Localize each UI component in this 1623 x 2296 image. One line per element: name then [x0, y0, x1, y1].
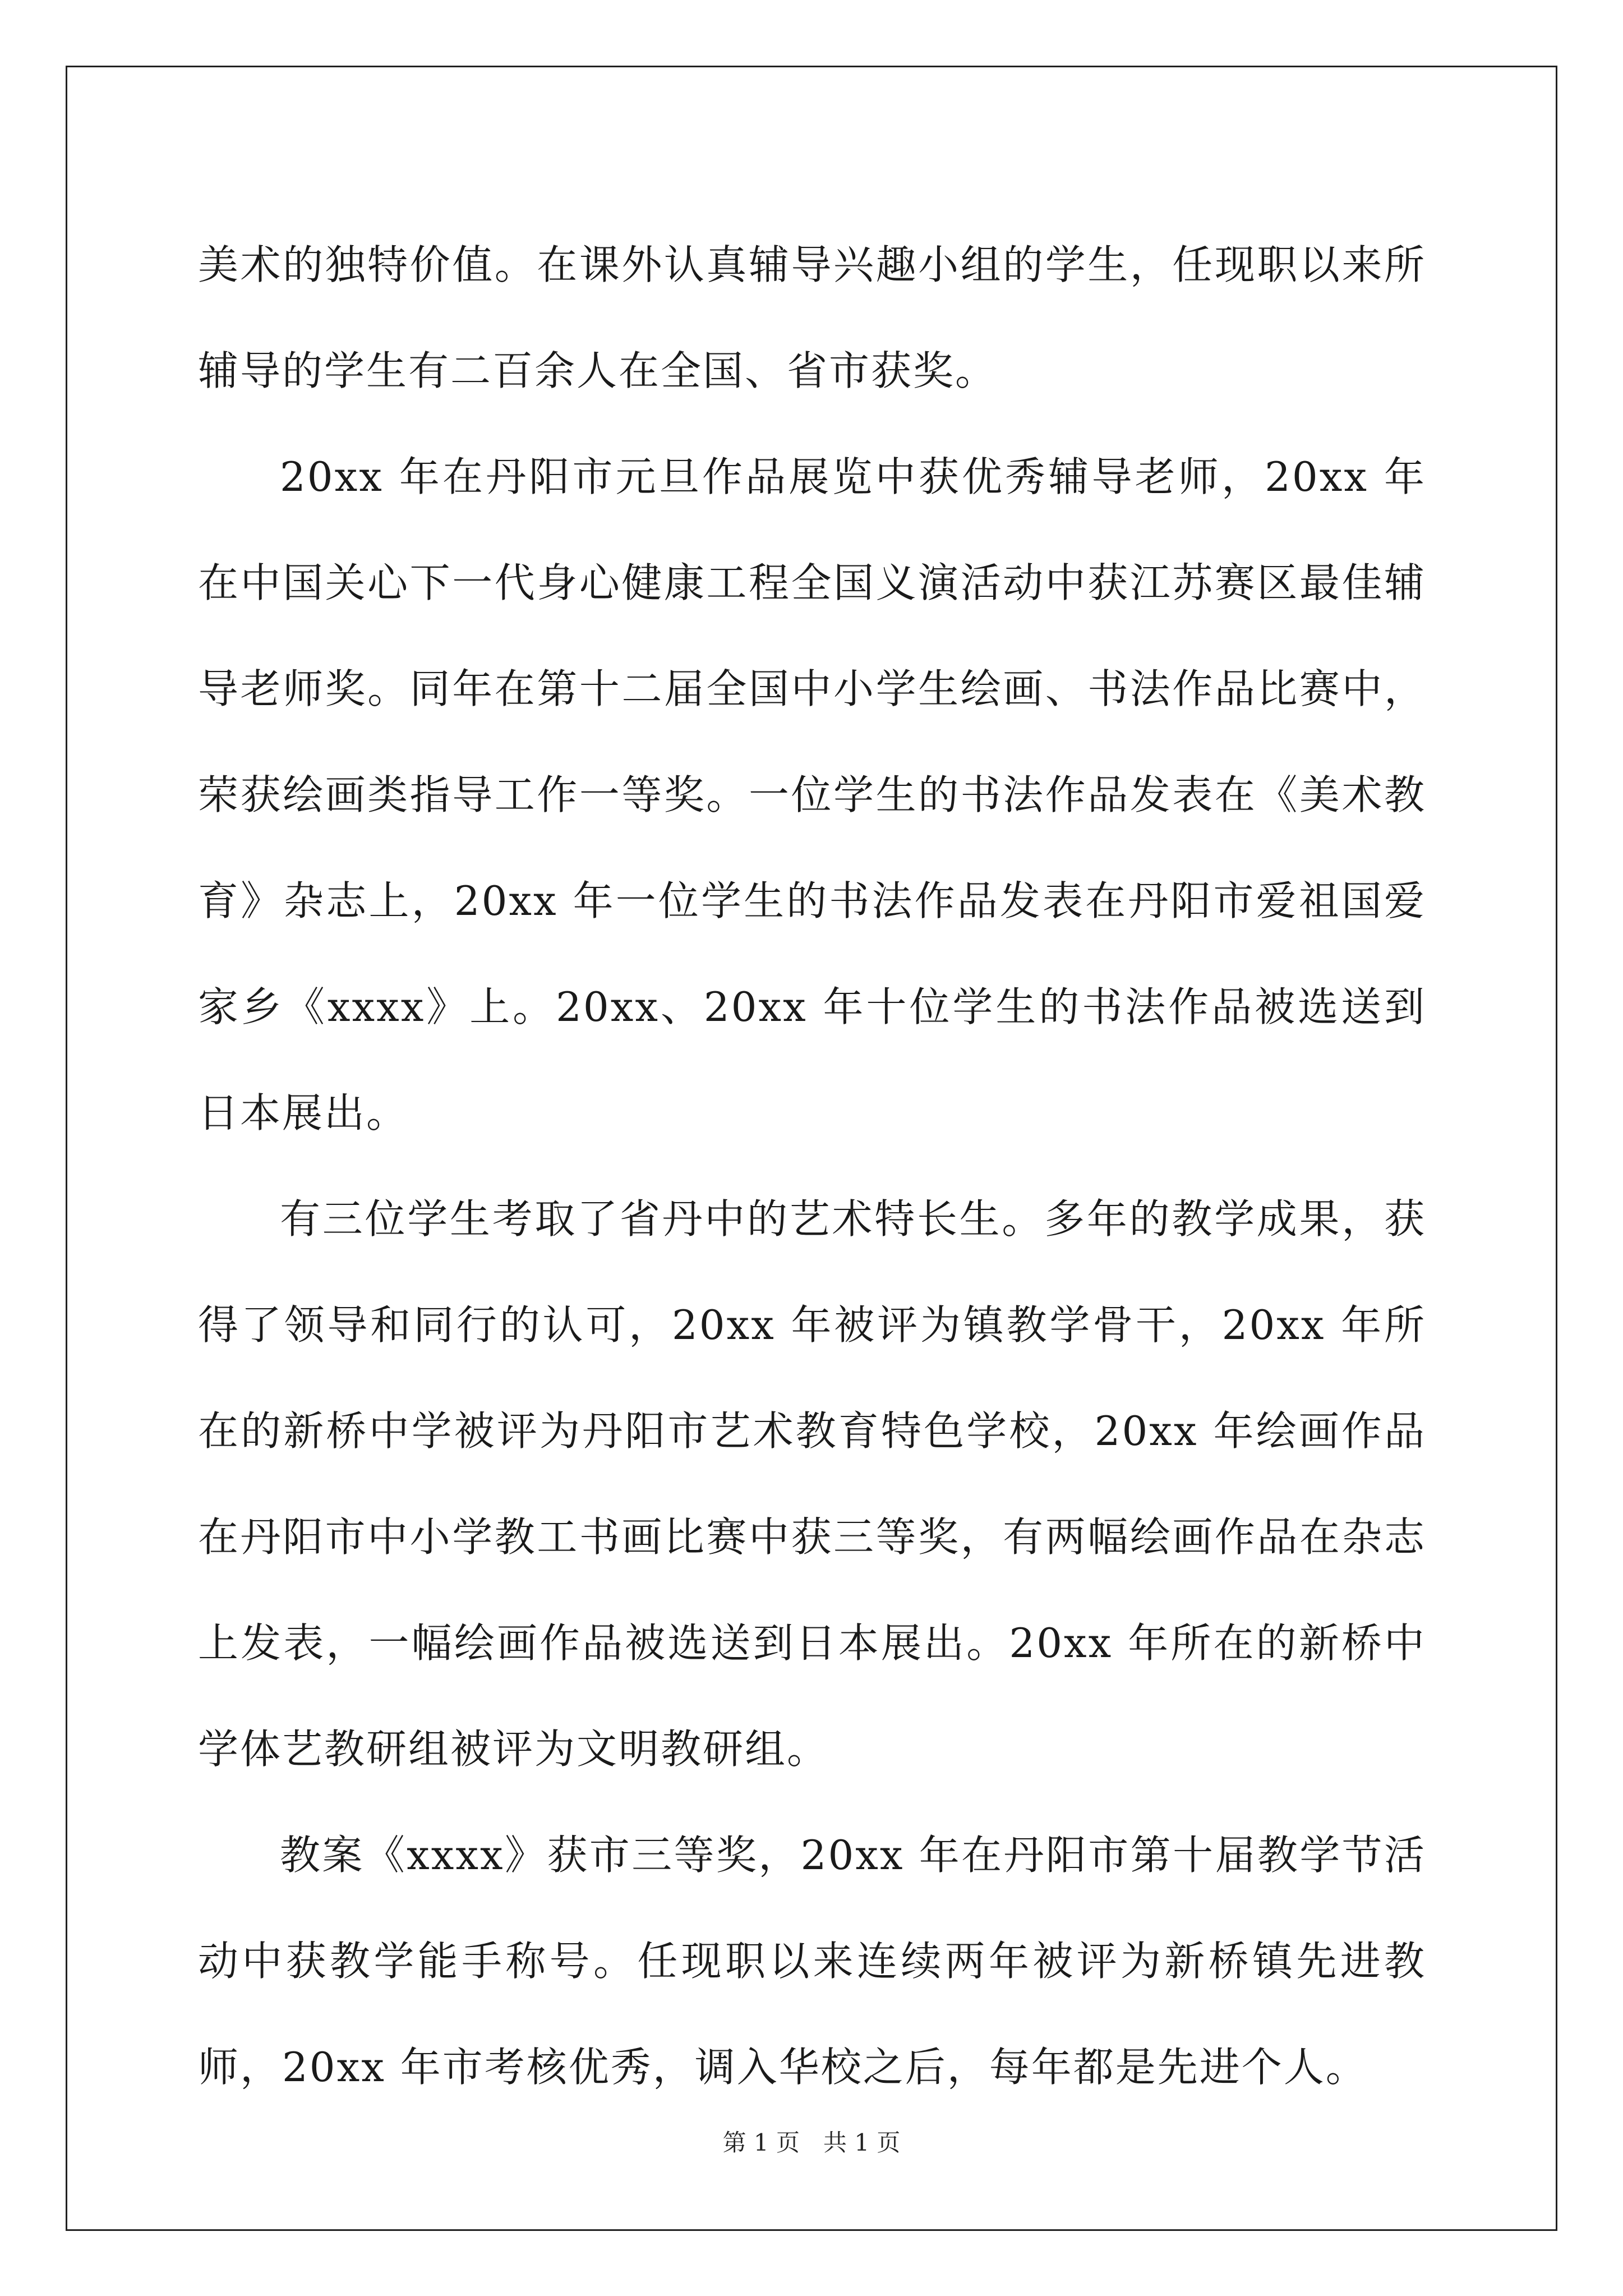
paragraph-1: 美术的独特价值。在课外认真辅导兴趣小组的学生，任现职以来所辅导的学生有二百余人在全国、省市获奖。 — [198, 241, 1426, 394]
paragraph-3: 有三位学生考取了省丹中的艺术特长生。多年的教学成果，获得了领导和同行的认可，20xx 年被评为镇教学骨干，20xx 年所在的新桥中学被评为丹阳市艺术教育特色学校，20xx 年绘画作品在丹阳市中小学教工书画比赛中获三等奖，有两幅绘画作品在杂志上发表，一幅绘画作品被选送到日本展出。20xx 年所在的新桥中学体艺教研组被评为文明教研组。 — [198, 1195, 1426, 1773]
paragraph-2: 20xx 年在丹阳市元旦作品展览中获优秀辅导老师，20xx 年在中国关心下一代身心健康工程全国义演活动中获江苏赛区最佳辅导老师奖。同年在第十二届全国中小学生绘画、书法作品比赛中，荣获绘画类指导工作一等奖。一位学生的书法作品发表在《美术教育》杂志上，20xx 年一位学生的书法作品发表在丹阳市爱祖国爱家乡《xxxx》上。20xx、20xx 年十位学生的书法作品被选送到日本展出。 — [198, 453, 1426, 1137]
document-body — [198, 212, 1426, 2120]
page-number-footer: 第 1 页 共 1 页 — [722, 2129, 901, 2156]
paragraph-4: 教案《xxxx》获市三等奖，20xx 年在丹阳市第十届教学节活动中获教学能手称号。任现职以来连续两年被评为新桥镇先进教师，20xx 年市考核优秀，调入华校之后，每年都是先进个人。 — [198, 1832, 1426, 2091]
